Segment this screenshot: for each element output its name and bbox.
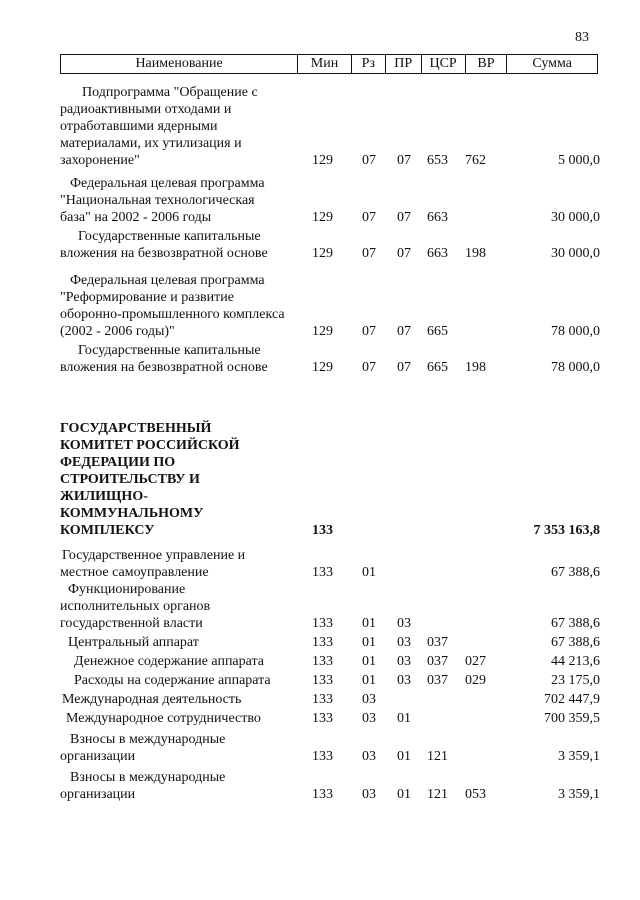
min-code: 129 xyxy=(312,153,333,168)
pr-code: 07 xyxy=(397,324,411,339)
rz-code: 03 xyxy=(362,787,376,802)
row-codes xyxy=(60,748,600,765)
row-name-line: местное самоуправление xyxy=(60,565,209,580)
column-header-vr: ВР xyxy=(466,55,508,73)
page-number: 83 xyxy=(575,30,589,45)
row-name-line: Международное сотрудничество xyxy=(66,711,261,726)
min-code: 133 xyxy=(312,692,333,707)
rz-code: 01 xyxy=(362,616,376,631)
rz-code: 07 xyxy=(362,153,376,168)
min-code: 129 xyxy=(312,360,333,375)
row-name-line: организации xyxy=(60,749,136,764)
sum-value: 700 359,5 xyxy=(544,711,600,726)
row-name-line: КОММУНАЛЬНОМУ xyxy=(60,506,204,521)
table-row xyxy=(60,581,600,632)
row-name-line: Взносы в международные xyxy=(70,770,226,785)
row-name-line: ГОСУДАРСТВЕННЫЙ xyxy=(60,421,212,436)
csr-code: 121 xyxy=(427,787,448,802)
table-row xyxy=(60,653,600,670)
row-name-line: ЖИЛИЩНО- xyxy=(60,489,148,504)
vr-code: 198 xyxy=(465,246,486,261)
row-name-line: "Реформирование и развитие xyxy=(60,290,234,305)
sum-value: 30 000,0 xyxy=(551,246,600,261)
vr-code: 029 xyxy=(465,673,486,688)
pr-code: 01 xyxy=(397,787,411,802)
table-row xyxy=(60,634,600,651)
rz-code: 07 xyxy=(362,360,376,375)
column-header-sum: Сумма xyxy=(532,56,572,71)
rz-code: 07 xyxy=(362,210,376,225)
sum-value: 7 353 163,8 xyxy=(533,523,600,538)
row-name-line: база" на 2002 - 2006 годы xyxy=(60,210,212,225)
min-code: 133 xyxy=(312,749,333,764)
sum-value: 67 388,6 xyxy=(551,565,600,580)
row-codes xyxy=(60,245,600,262)
row-name-line: Государственные капитальные xyxy=(78,229,261,244)
row-name-line: отработавшими ядерными xyxy=(60,119,218,134)
row-codes xyxy=(60,634,600,651)
min-code: 133 xyxy=(312,616,333,631)
pr-code: 03 xyxy=(397,616,411,631)
row-name-line: вложения на безвозвратной основе xyxy=(60,246,268,261)
row-codes xyxy=(60,152,600,169)
column-header-name: Наименование xyxy=(61,55,298,73)
csr-code: 653 xyxy=(427,153,448,168)
rz-code: 03 xyxy=(362,749,376,764)
rz-code: 01 xyxy=(362,565,376,580)
sum-value: 3 359,1 xyxy=(558,749,600,764)
min-code: 133 xyxy=(312,635,333,650)
sum-value: 44 213,6 xyxy=(551,654,600,669)
table-row xyxy=(60,272,600,340)
row-name-line: Подпрограмма "Обращение с xyxy=(82,85,258,100)
column-header-csr: ЦСР xyxy=(422,55,466,73)
csr-code: 663 xyxy=(427,246,448,261)
row-name-line: Федеральная целевая программа xyxy=(70,273,265,288)
pr-code: 03 xyxy=(397,673,411,688)
csr-code: 037 xyxy=(427,635,448,650)
pr-code: 01 xyxy=(397,749,411,764)
row-name-line: исполнительных органов xyxy=(60,599,211,614)
sum-value: 78 000,0 xyxy=(551,324,600,339)
row-name-line: вложения на безвозвратной основе xyxy=(60,360,268,375)
table-row xyxy=(60,710,600,727)
csr-code: 665 xyxy=(427,360,448,375)
table-row xyxy=(60,672,600,689)
row-codes xyxy=(60,522,600,539)
row-name-line: Федеральная целевая программа xyxy=(70,176,265,191)
min-code: 133 xyxy=(312,711,333,726)
row-codes xyxy=(60,691,600,708)
sum-value: 30 000,0 xyxy=(551,210,600,225)
row-name-line: организации xyxy=(60,787,136,802)
min-code: 133 xyxy=(312,787,333,802)
min-code: 129 xyxy=(312,210,333,225)
table-row xyxy=(60,420,600,539)
sum-value: 23 175,0 xyxy=(551,673,600,688)
row-name-line: Денежное содержание аппарата xyxy=(74,654,265,669)
row-name-line: КОМПЛЕКСУ xyxy=(60,523,155,538)
row-name-line: Взносы в международные xyxy=(70,732,226,747)
row-codes xyxy=(60,564,600,581)
row-name-line: Государственные капитальные xyxy=(78,343,261,358)
csr-code: 665 xyxy=(427,324,448,339)
pr-code: 03 xyxy=(397,654,411,669)
row-name-line: КОМИТЕТ РОССИЙСКОЙ xyxy=(60,438,240,453)
min-code: 133 xyxy=(312,654,333,669)
rz-code: 01 xyxy=(362,654,376,669)
min-code: 133 xyxy=(312,673,333,688)
csr-code: 037 xyxy=(427,654,448,669)
row-codes xyxy=(60,359,600,376)
csr-code: 121 xyxy=(427,749,448,764)
row-codes xyxy=(60,653,600,670)
pr-code: 07 xyxy=(397,210,411,225)
min-code: 129 xyxy=(312,324,333,339)
table-row xyxy=(60,731,600,765)
row-codes xyxy=(60,672,600,689)
sum-value: 702 447,9 xyxy=(544,692,600,707)
row-name-line: Государственное управление и xyxy=(62,548,246,563)
pr-code: 07 xyxy=(397,360,411,375)
min-code: 133 xyxy=(312,523,333,538)
table-row xyxy=(60,342,600,376)
pr-code: 07 xyxy=(397,246,411,261)
row-name-line: материалами, их утилизация и xyxy=(60,136,242,151)
row-codes xyxy=(60,615,600,632)
vr-code: 027 xyxy=(465,654,486,669)
vr-code: 053 xyxy=(465,787,486,802)
row-codes xyxy=(60,786,600,803)
table-row xyxy=(60,769,600,803)
rz-code: 07 xyxy=(362,324,376,339)
rz-code: 01 xyxy=(362,635,376,650)
row-codes xyxy=(60,323,600,340)
row-name-line: радиоактивными отходами и xyxy=(60,102,232,117)
rz-code: 01 xyxy=(362,673,376,688)
min-code: 133 xyxy=(312,565,333,580)
min-code: 129 xyxy=(312,246,333,261)
row-name-line: оборонно-промышленного комплекса xyxy=(60,307,285,322)
csr-code: 037 xyxy=(427,673,448,688)
row-name-line: захоронение" xyxy=(60,153,140,168)
rz-code: 03 xyxy=(362,711,376,726)
pr-code: 01 xyxy=(397,711,411,726)
table-row xyxy=(60,691,600,708)
column-header-min: Мин xyxy=(298,55,352,73)
pr-code: 07 xyxy=(397,153,411,168)
row-name-line: СТРОИТЕЛЬСТВУ И xyxy=(60,472,200,487)
row-codes xyxy=(60,710,600,727)
row-name-line: Международная деятельность xyxy=(62,692,242,707)
table-row xyxy=(60,175,600,226)
rz-code: 07 xyxy=(362,246,376,261)
row-name-line: "Национальная технологическая xyxy=(60,193,255,208)
table-row xyxy=(60,84,600,169)
sum-value: 5 000,0 xyxy=(558,153,600,168)
vr-code: 198 xyxy=(465,360,486,375)
row-name-line: ФЕДЕРАЦИИ ПО xyxy=(60,455,176,470)
sum-value: 3 359,1 xyxy=(558,787,600,802)
row-name-line: Центральный аппарат xyxy=(68,635,199,650)
rz-code: 03 xyxy=(362,692,376,707)
column-header-pr: ПР xyxy=(386,55,422,73)
column-header-rz: Рз xyxy=(352,55,386,73)
csr-code: 663 xyxy=(427,210,448,225)
table-header xyxy=(60,54,598,74)
row-name-line: Функционирование xyxy=(68,582,186,597)
row-codes xyxy=(60,209,600,226)
row-name-line: государственной власти xyxy=(60,616,203,631)
row-name-line: (2002 - 2006 годы)" xyxy=(60,324,175,339)
pr-code: 03 xyxy=(397,635,411,650)
table-row xyxy=(60,228,600,262)
vr-code: 762 xyxy=(465,153,486,168)
sum-value: 78 000,0 xyxy=(551,360,600,375)
row-name-line: Расходы на содержание аппарата xyxy=(74,673,271,688)
sum-value: 67 388,6 xyxy=(551,635,600,650)
table-row xyxy=(60,547,600,581)
sum-value: 67 388,6 xyxy=(551,616,600,631)
table-body xyxy=(60,84,600,803)
